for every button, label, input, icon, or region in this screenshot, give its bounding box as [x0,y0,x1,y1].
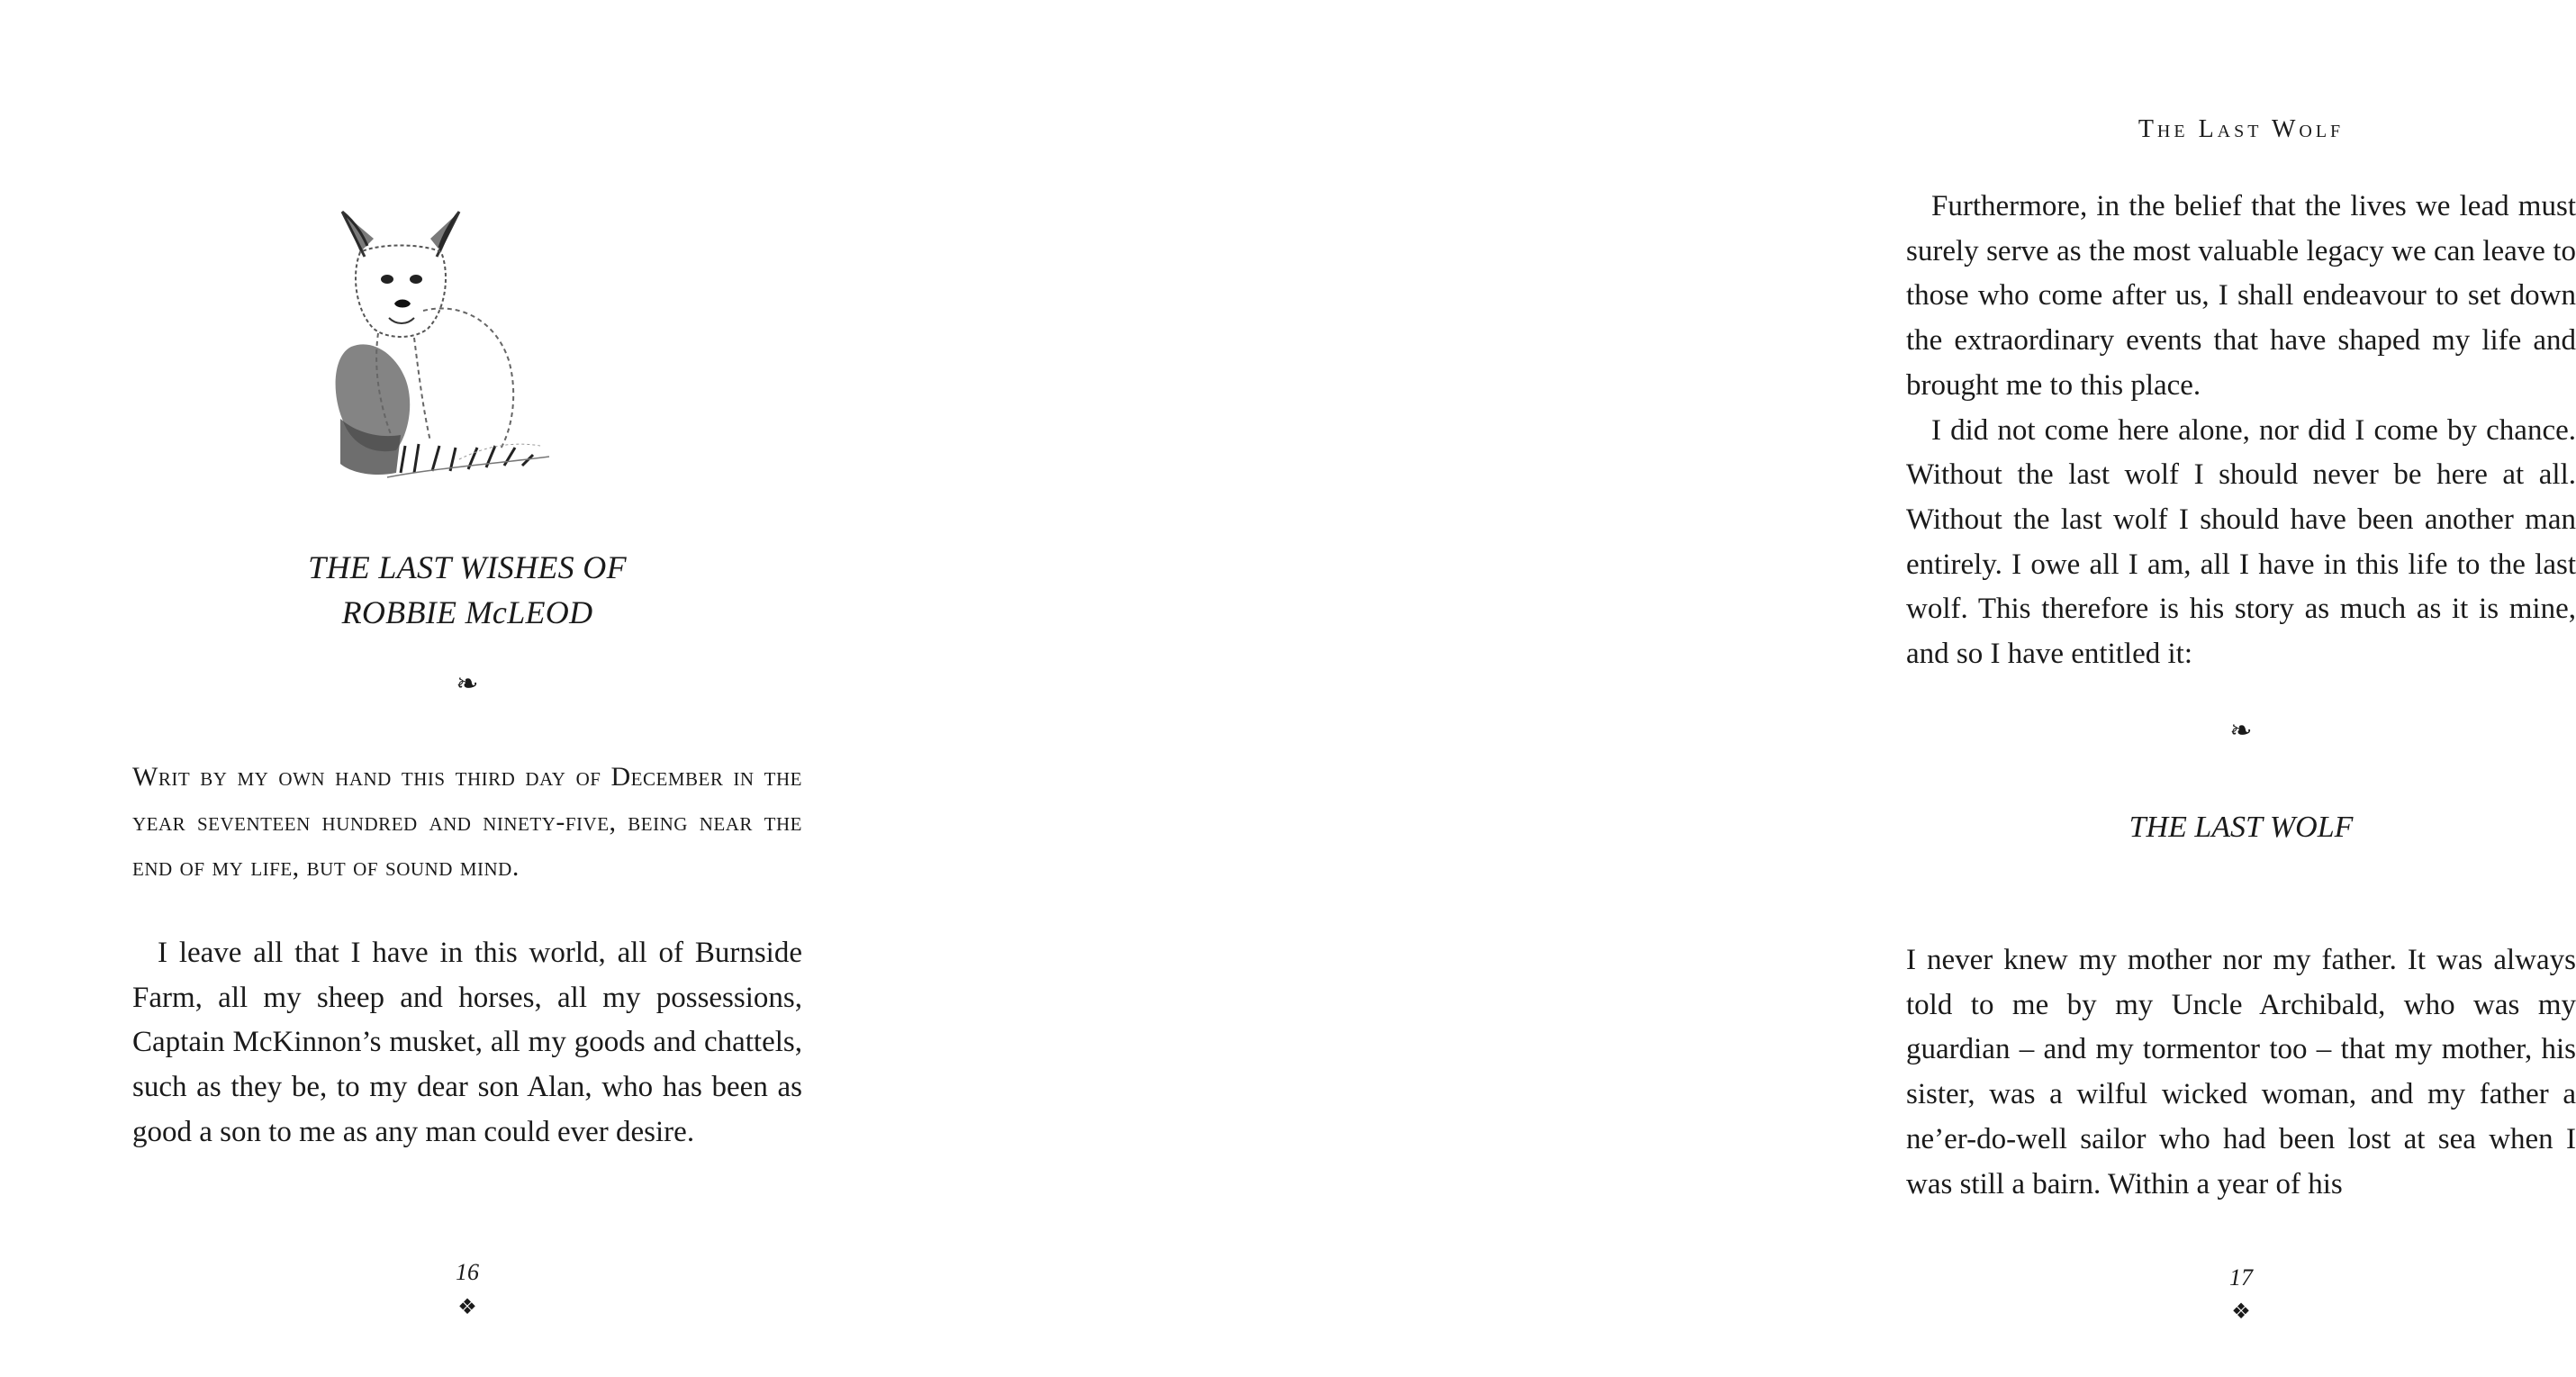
running-head: The Last Wolf [2138,115,2345,143]
body-text-block-2 [1906,938,2576,1207]
body-paragraph-2: I did not come here alone, nor did I come by chance. Without the last wolf I should never be here at all. Without the last wolf I should have been another man entirely. I owe all I am, all I have in this life to the last wolf. This therefore is his story as much as it is mine, and so I have entitled it: [1906,413,2576,671]
footer-diamond-ornament: ❖ [457,1296,477,1319]
body-paragraph: I leave all that I have in this world, all of Burnside Farm, all my sheep and horses, all my possessions, Captain McKinnon’s musket, all my goods and chattels, such as they be, to my dear son Alan, who has been as good a son to me as any man could ever desire. [132,937,802,1148]
left-page [0,0,900,1377]
section-title: THE LAST WOLF [2129,811,2354,844]
fleuron-ornament: ❧ [456,669,479,699]
right-page [900,0,2576,1377]
body-paragraph-3: I never knew my mother nor my father. It was always told to me by my Uncle Archibald, who was my guardian – and my tormentor too – that my mother, his sister, was a wilful wicked woman, and my father a ne’er-do-well sailor who had been lost at sea when I was still a bairn. Within a year of his [1906,944,2576,1200]
page-number: 17 [2229,1264,2253,1291]
chapter-title-line1: THE LAST WISHES OF [308,549,627,585]
page-number: 16 [456,1259,479,1285]
body-paragraph-1: Furthermore, in the belief that the lives we lead must surely serve as the most valuable legacy we can leave to those who come after us, I shall endeavour to set down the extraordinary events that have shaped my life and brought me to this place. [1906,190,2576,402]
chapter-title [132,545,802,635]
opening-smallcaps-paragraph: Writ by my own hand this third day of December in the year seventeen hundred and ninety-five, being near the end of my life, but of sound mind. [132,762,802,882]
body-text-block [1906,185,2576,677]
fleuron-ornament: ❧ [2229,716,2253,746]
smallcaps-paragraph-block [132,755,802,890]
wolf-cub-illustration [324,203,594,500]
body-text-block [132,931,802,1155]
chapter-title-line2: ROBBIE McLEOD [341,594,593,630]
footer-diamond-ornament: ❖ [2231,1300,2251,1324]
